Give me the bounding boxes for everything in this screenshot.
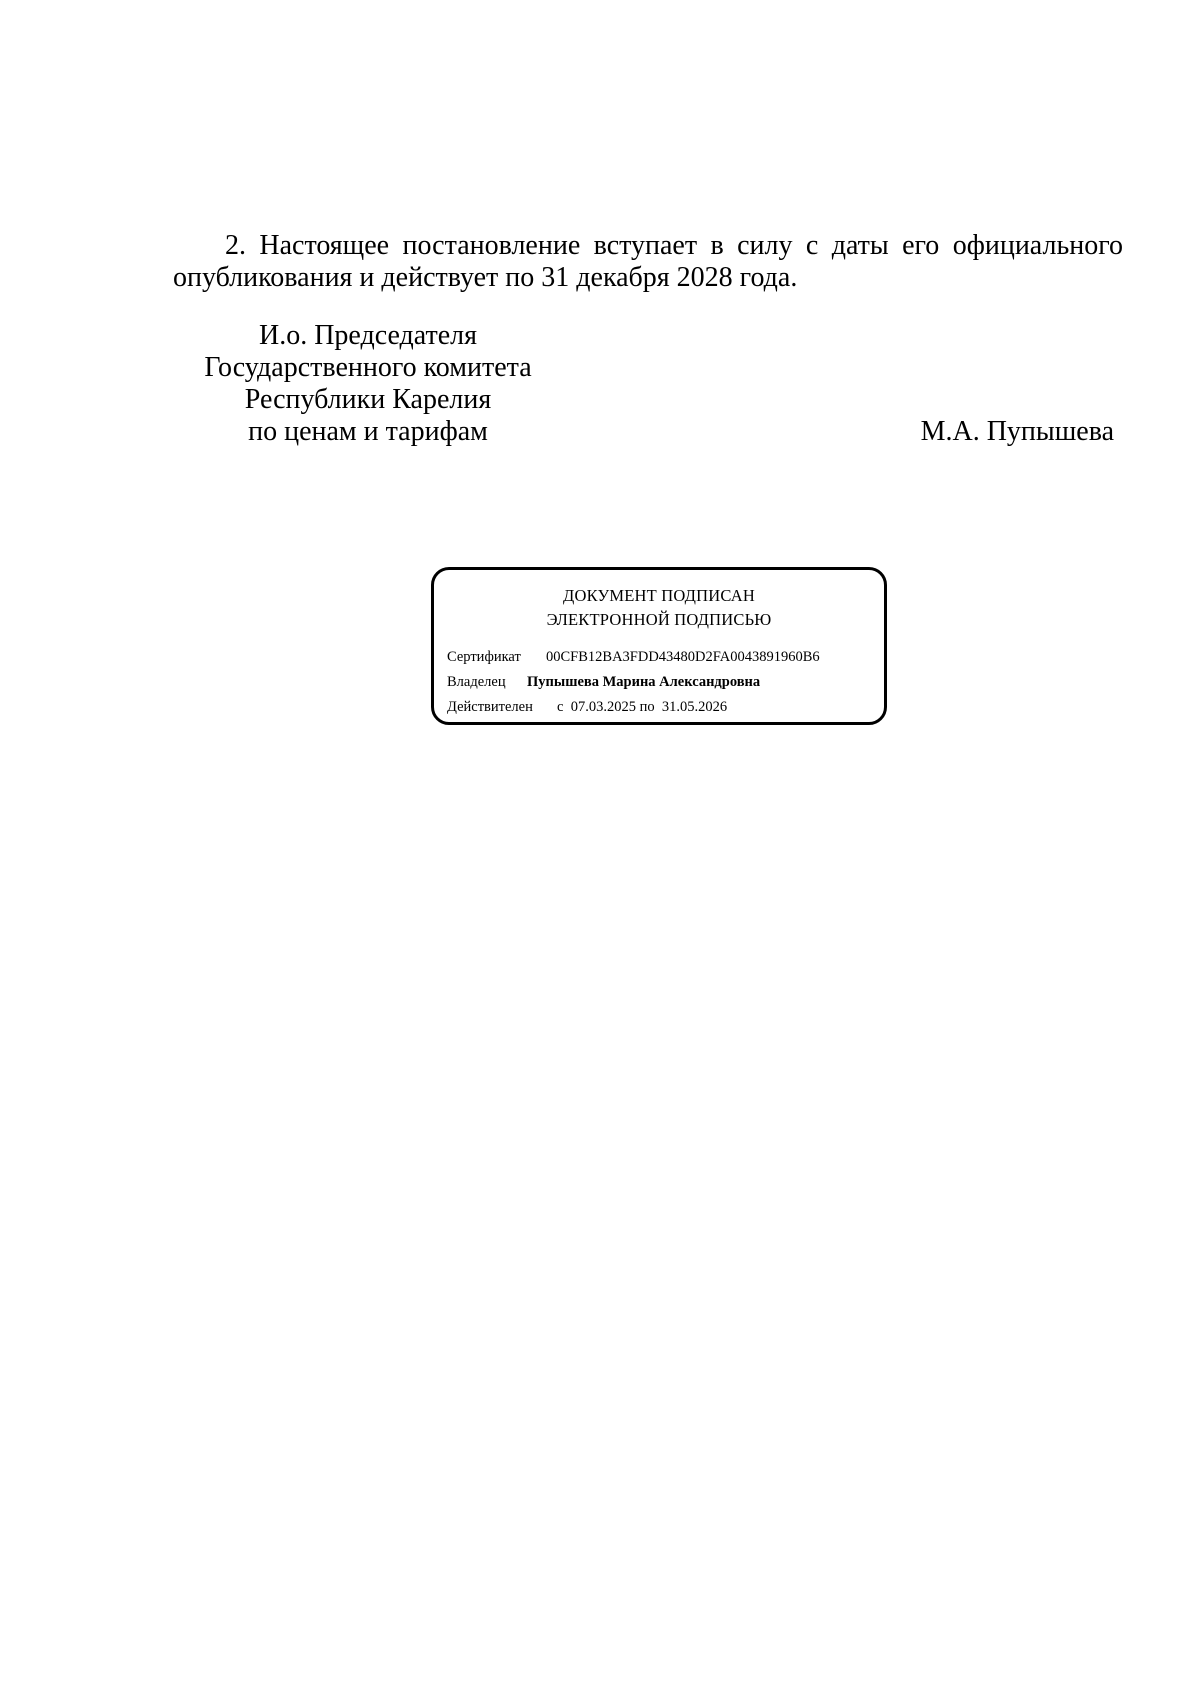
stamp-title — [434, 584, 884, 632]
valid-from-prefix: с — [557, 699, 564, 715]
valid-to-prefix: по — [639, 699, 655, 715]
certificate-label: Сертификат — [447, 649, 521, 665]
validity-row — [447, 697, 727, 717]
electronic-signature-stamp — [431, 567, 887, 725]
valid-to-date: 31.05.2026 — [661, 699, 728, 715]
owner-row — [447, 672, 760, 692]
position-line: Республики Карелия — [244, 384, 492, 415]
effective-date-paragraph: 2. Настоящее постановление вступает в силу с даты его официального опубликования и действует по 31 декабря 2028 года. — [173, 230, 1123, 293]
owner-value: Пупышева Марина Александровна — [527, 674, 761, 690]
signer-name: М.А. Пупышева — [920, 416, 1114, 447]
position-line: Государственного комитета — [204, 352, 532, 383]
validity-label: Действителен — [447, 699, 533, 715]
owner-label: Владелец — [447, 674, 506, 690]
position-line: по ценам и тарифам — [248, 416, 488, 447]
certificate-row — [447, 647, 820, 667]
valid-from-date: 07.03.2025 — [570, 699, 636, 715]
signatory-position — [173, 320, 563, 448]
position-line: И.о. Председателя — [258, 320, 478, 351]
stamp-title-line: ЭЛЕКТРОННОЙ ПОДПИСЬЮ — [546, 610, 772, 629]
certificate-value: 00CFB12BA3FDD43480D2FA0043891960B6 — [546, 649, 820, 665]
stamp-title-line: ДОКУМЕНТ ПОДПИСАН — [563, 586, 755, 605]
